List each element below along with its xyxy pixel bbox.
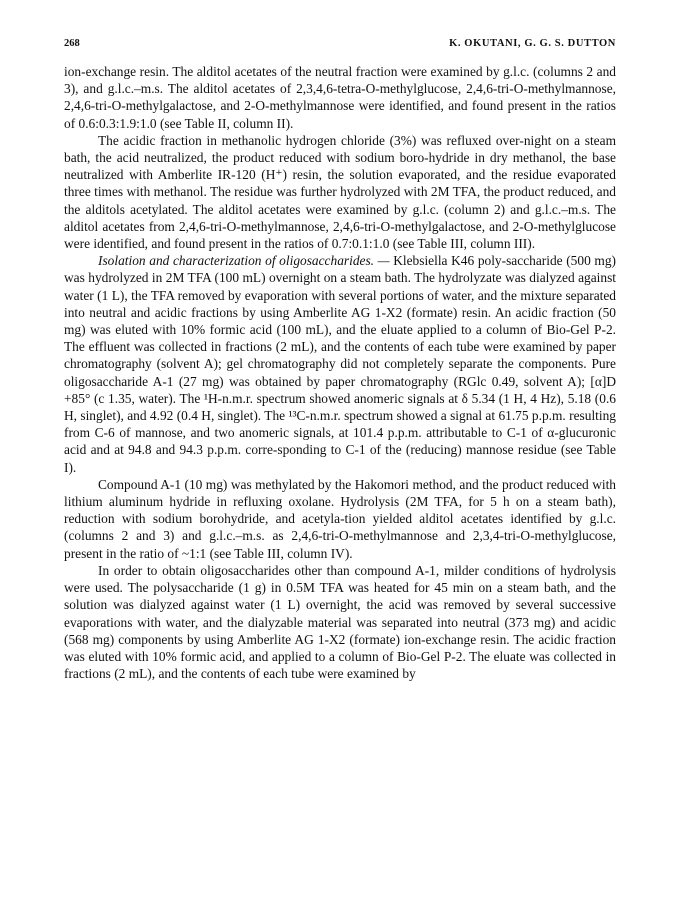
running-head	[64, 38, 616, 49]
paragraph-oligosaccharide-isolation	[64, 252, 616, 476]
paragraph-milder-hydrolysis: In order to obtain oligosaccharides other than compound A-1, milder conditions of hydrolysis were used. The polysaccharide (1 g) in 0.5M TFA was heated for 45 min on a steam bath, and the solution was dialyzed against water (1 L) overnight, the acid was removed by several successive evaporations with water, and the dialyzable material was separated into neutral (373 mg) and acidic (568 mg) components by using Amberlite AG 1-X2 (formate) ion-exchange resin. The acidic fraction was eluted with 10% formic acid, and applied to a column of Bio-Gel P-2. The eluate was collected in fractions (2 mL), and the contents of each tube were examined by	[64, 562, 616, 682]
paragraph-neutral-fraction: ion-exchange resin. The alditol acetates of the neutral fraction were examined by g.l.c. (columns 2 and 3), and g.l.c.–m.s. The alditol acetates of 2,3,4,6-tetra-O-methylglucose, 2,4,6-tri-O-methylmannose, 2,4,6-tri-O-methylgalactose, and 2-O-methylmannose were identified, and found present in the ratios of 0.6:0.3:1.9:1.0 (see Table II, column II).	[64, 64, 616, 131]
running-head-authors: K. OKUTANI, G. G. S. DUTTON	[449, 38, 616, 49]
section-heading: Isolation and characterization of oligosaccharides. —	[98, 253, 390, 269]
journal-page	[64, 38, 616, 682]
paragraph-compound-a1-methylation: Compound A-1 (10 mg) was methylated by the Hakomori method, and the product reduced with lithium aluminum hydride in refluxing oxolane. Hydrolysis (2M TFA, for 5 h on a steam bath), reduction with sodium borohydride, and acetyla-tion yielded alditol acetates identified by g.l.c. (columns 2 and 3) and g.l.c.–m.s. as 2,4,6-tri-O-methylmannose and 2,3,4-tri-O-methylglucose, present in the ratio of ~1:1 (see Table III, column IV).	[64, 476, 616, 561]
body-text	[64, 63, 616, 682]
page-number: 268	[64, 38, 80, 49]
paragraph-oligosaccharide-isolation-text: Klebsiella K46 poly-saccharide (500 mg) was hydrolyzed in 2M TFA (100 mL) overnight on a steam bath. The hydrolyzate was dialyzed against water (1 L), the TFA removed by evaporation with several portions of water, and the mixture separated into neutral and acidic fractions by using Amberlite AG 1-X2 (formate) resin. An acidic fraction (50 mg) was eluted with 10% formic acid (100 mL), and the eluate applied to a column of Bio-Gel P-2. The effluent was collected in fractions (2 mL), and the contents of each tube were examined by paper chromatography (solvent A); gel chromatography did not completely separate the components. Pure oligosaccharide A-1 (27 mg) was obtained by paper chromatography (RGlc 0.49, solvent A); [α]D +85° (c 1.35, water). The ¹H-n.m.r. spectrum showed anomeric signals at δ 5.34 (1 H, 4 Hz), 5.18 (0.6 H, singlet), and 4.92 (0.4 H, singlet). The ¹³C-n.m.r. spectrum showed a signal at 61.75 p.p.m. resulting from C-6 of mannose, and two anomeric signals, at 101.4 p.p.m. attributable to C-1 of α-glucuronic acid and at 94.8 and 94.3 p.p.m. corre-sponding to C-1 of the (reducing) mannose residue (see Table I).	[64, 253, 616, 475]
paragraph-acidic-fraction: The acidic fraction in methanolic hydrogen chloride (3%) was refluxed over-night on a steam bath, the acid neutralized, the product reduced with sodium boro-hydride in dry methanol, the base neutralized with Amberlite IR-120 (H⁺) resin, the solution evaporated, and the residue evaporated three times with methanol. The residue was further hydrolyzed with 2M TFA, the product reduced, and the alditols acetylated. The alditol acetates were examined by g.l.c. (column 2) and g.l.c.–m.s. The alditol acetates from 2,4,6-tri-O-methylmannose, 2,4,6-tri-O-methylgalactose, and 2-O-methylglucose were identified, and found present in the ratios of 0.7:0.1:1.0 (see Table III, column III).	[64, 132, 616, 252]
